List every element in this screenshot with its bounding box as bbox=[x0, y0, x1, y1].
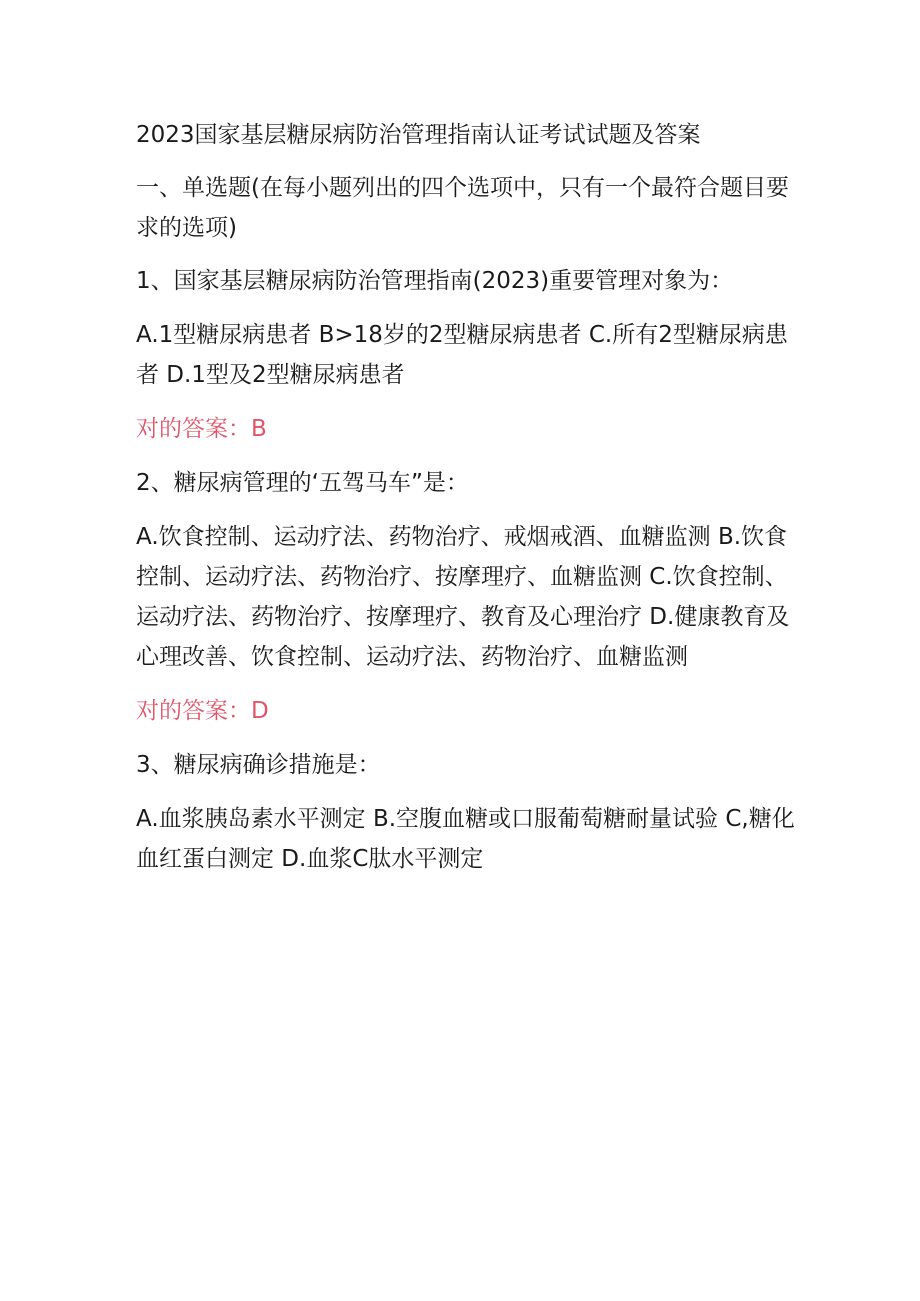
question-stem: 3、糖尿病确诊措施是： bbox=[136, 752, 381, 778]
answer-text: 对的答案：B bbox=[136, 416, 267, 442]
section-heading: 一、单选题(在每小题列出的四个选项中，只有一个最符合题目要求的选项) bbox=[136, 175, 789, 241]
question-3 bbox=[136, 745, 800, 879]
question-options: A.饮食控制、运动疗法、药物治疗、戒烟戒酒、血糖监测 B.饮食控制、运动疗法、药物治疗、按摩理疗、血糖监测 C.饮食控制、运动疗法、药物治疗、按摩理疗、教育及心理治疗 D.健康教育及心理改善、饮食控制、运动疗法、药物治疗、血糖监测 bbox=[136, 524, 790, 670]
question-options: A.血浆胰岛素水平测定 B.空腹血糖或口服葡萄糖耐量试验 C,糖化血红蛋白测定 D.血浆C肽水平测定 bbox=[136, 806, 795, 872]
question-options: A.1型糖尿病患者 B>18岁的2型糖尿病患者 C.所有2型糖尿病患者 D.1型及2型糖尿病患者 bbox=[136, 322, 788, 388]
answer-text: 对的答案：D bbox=[136, 698, 269, 724]
question-stem: 1、国家基层糖尿病防治管理指南(2023)重要管理对象为： bbox=[136, 268, 734, 294]
question-1 bbox=[136, 261, 800, 449]
question-2 bbox=[136, 463, 800, 731]
document-title: 2023国家基层糖尿病防治管理指南认证考试试题及答案 bbox=[136, 122, 701, 148]
question-stem: 2、糖尿病管理的‘五驾马车”是： bbox=[136, 470, 469, 496]
